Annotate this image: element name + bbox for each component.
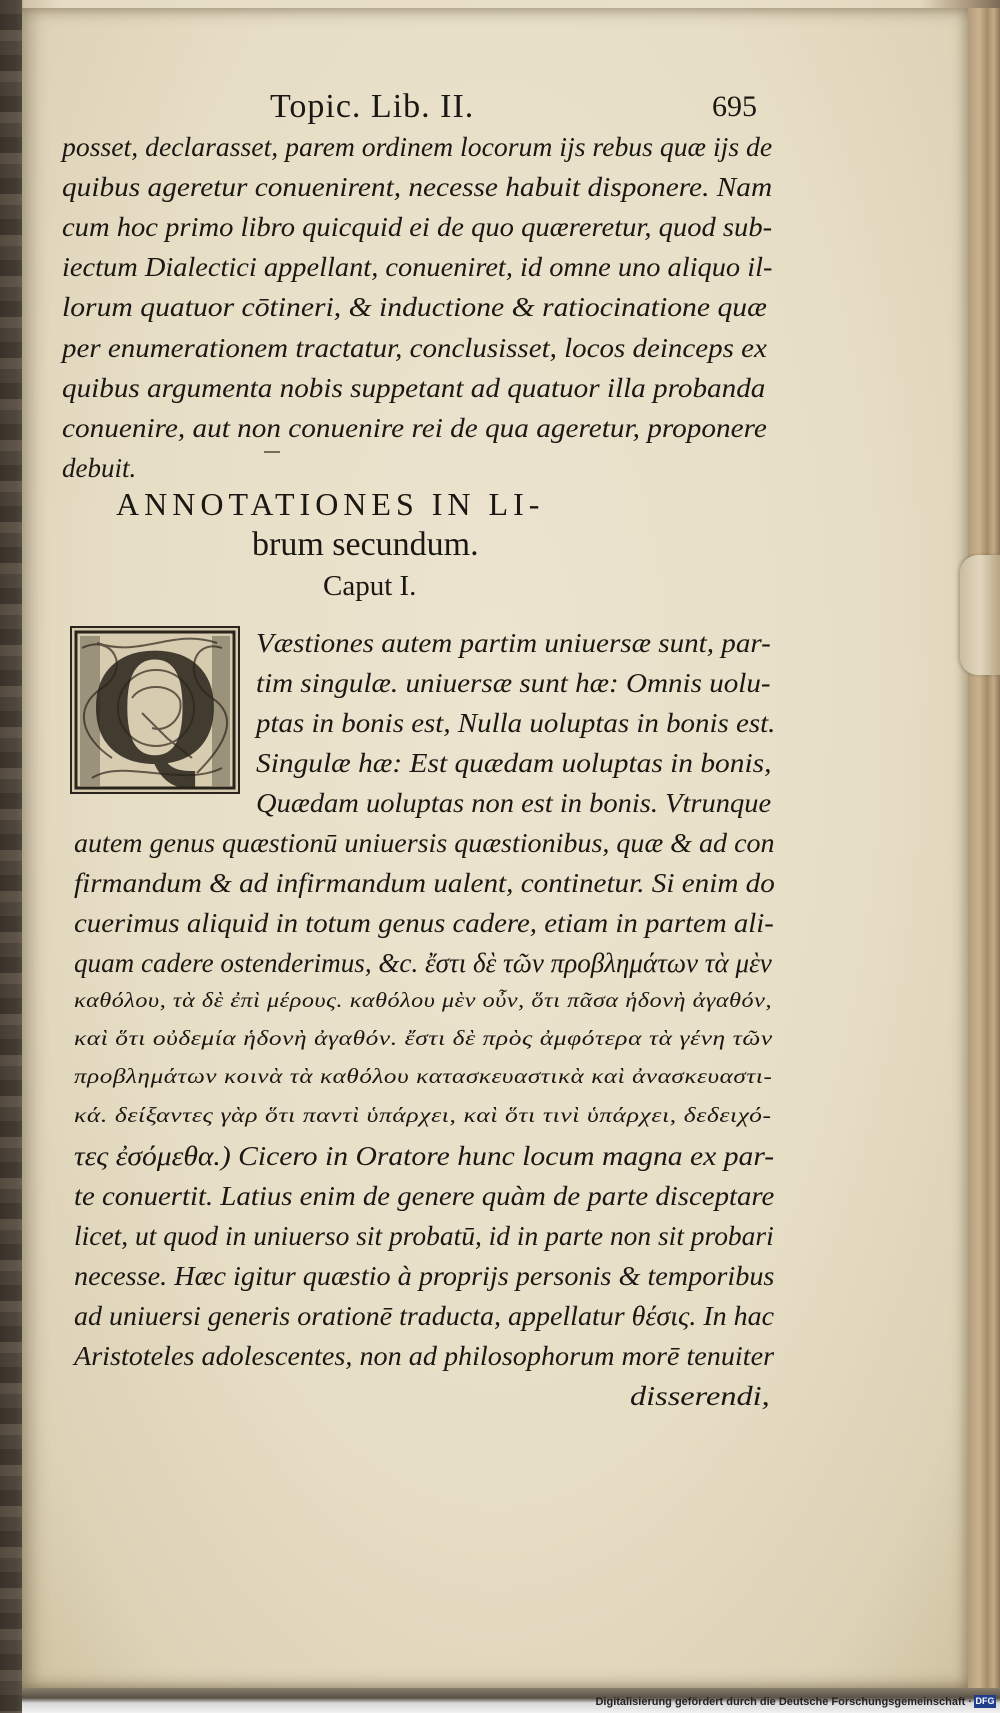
paragraph-2-line: tim singulæ. uniuersæ sunt hæ: Omnis uolu-	[256, 668, 771, 698]
right-page-edge	[968, 8, 1000, 1688]
dfg-logo: DFG	[975, 1696, 995, 1706]
paragraph-2-line: Singulæ hæ: Est quædam uoluptas in bonis,	[256, 748, 772, 778]
paragraph-1-line: per enumerationem tractatur, conclusisset, locos deinceps ex	[62, 333, 767, 363]
paragraph-1-line: debuit.	[62, 453, 137, 483]
left-binding-edge	[0, 0, 22, 1713]
paragraph-1-line: conuenire, aut non conuenire rei de qua ageretur, proponere	[62, 413, 767, 443]
running-title: Topic. Lib. II.	[270, 88, 475, 125]
paragraph-1-line: quibus ageretur conuenirent, necesse habuit disponere. Nam	[62, 172, 773, 202]
paragraph-1-line: lorum quatuor cōtineri, & inductione & ratiocinatione quæ	[62, 292, 767, 322]
paragraph-2-line: Væstiones autem partim uniuersæ sunt, par-	[256, 628, 771, 658]
paragraph-1-line: cum hoc primo libro quicquid ei de quo quæreretur, quod sub-	[62, 212, 773, 242]
paragraph-1-line: quibus argumenta nobis suppetant ad quatuor illa probanda	[62, 373, 766, 403]
paragraph-2-line: disserendi,	[630, 1381, 770, 1411]
paragraph-2-line: necesse. Hæc igitur quæstio à proprijs personis & temporibus	[74, 1261, 775, 1291]
paragraph-2-line: ptas in bonis est, Nulla uoluptas in bonis est.	[256, 708, 776, 738]
chapter-heading: Caput I.	[323, 570, 417, 602]
annotations-heading: ANNOTATIONES IN LI-	[116, 486, 545, 522]
paragraph-2-line: Aristoteles adolescentes, non ad philosophorum morē tenuiter	[74, 1341, 775, 1371]
paragraph-2-line: προβλημάτων κοινὰ τὰ καθόλου κατασκευαστικὰ καὶ ἀνασκευαστι-	[74, 1064, 773, 1088]
paragraph-2-line: Quædam uoluptas non est in bonis. Vtrunque	[256, 788, 772, 818]
paragraph-2-line: καθόλου, τὰ δὲ ἐπὶ μέρους. καθόλου μὲν οὖν, ὅτι πᾶσα ἡδονὴ ἀγαθόν,	[74, 988, 773, 1012]
page-tab-marker	[960, 555, 1000, 675]
paragraph-1-line: posset, declarasset, parem ordinem locorum ijs rebus quæ ijs de	[62, 132, 773, 162]
digitization-credit: Digitalisierung gefördert durch die Deutsche Forschungsgemeinschaft ·	[595, 1696, 972, 1708]
paragraph-2-line: licet, ut quod in uniuerso sit probatū, id in parte non sit probari	[74, 1221, 774, 1251]
paragraph-2-line: cuerimus aliquid in totum genus cadere, etiam in partem ali-	[74, 908, 774, 938]
paragraph-1-line: iectum Dialectici appellant, conueniret, id omne uno aliquo il-	[62, 252, 773, 282]
paragraph-2-line: ad uniuersi generis orationē traducta, appellatur θέσις. In hac	[74, 1301, 775, 1331]
page-number: 695	[712, 90, 757, 123]
paragraph-2-line: quam cadere ostenderimus, &c. ἔστι δὲ τῶν προβλημάτων τὰ μὲν	[74, 948, 772, 978]
paragraph-2-line: τες ἐσόμεθα.) Cicero in Oratore hunc locum magna ex par-	[74, 1141, 775, 1171]
annotations-heading-line2: brum secundum.	[252, 526, 479, 563]
paragraph-2-line: κά. δείξαντες γὰρ ὅτι παντὶ ὑπάρχει, καὶ ὅτι τινὶ ὑπάρχει, δεδειχό-	[74, 1103, 772, 1127]
decorated-initial	[70, 626, 240, 794]
ink-mark	[264, 451, 280, 453]
paragraph-2-line: autem genus quæstionū uniuersis quæstionibus, quæ & ad con	[74, 828, 775, 858]
paragraph-2-line: te conuertit. Latius enim de genere quàm de parte disceptare	[74, 1181, 775, 1211]
initial-letter: Q	[89, 626, 221, 794]
paragraph-2-line: firmandum & ad infirmandum ualent, continetur. Si enim do	[74, 868, 775, 898]
paragraph-2-line: καὶ ὅτι οὐδεμία ἡδονὴ ἀγαθόν. ἔστι δὲ πρὸς ἀμφότερα τὰ γένη τῶν	[74, 1026, 773, 1050]
